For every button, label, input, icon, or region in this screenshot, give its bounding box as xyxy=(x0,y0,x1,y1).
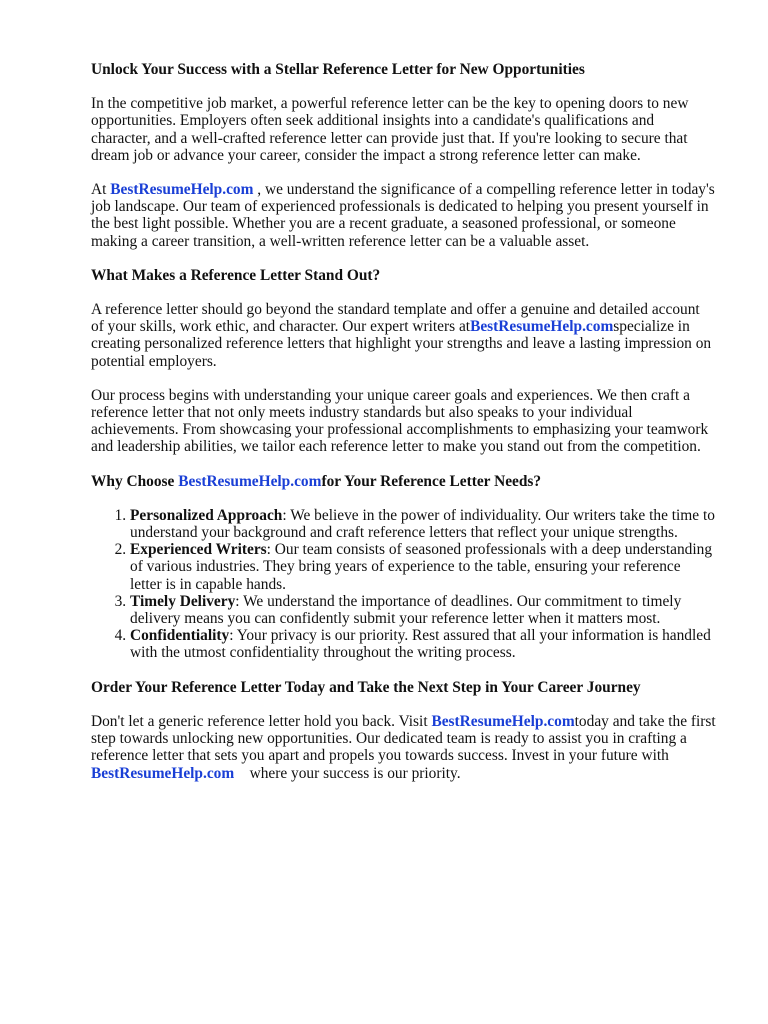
list-item-text: : We believe in the power of individuality. Our writers take the time to understand your background and craft reference letters that reflect your unique strengths. xyxy=(130,506,715,542)
closing-text-start: Don't let a generic reference letter hold you back. Visit xyxy=(91,712,432,730)
stand-out-text-end: specialize in creating personalized reference letters that highlight your strengths and leave a lasting impression on potential employers. xyxy=(91,318,712,370)
closing-paragraph xyxy=(91,713,716,782)
list-item-term: Confidentiality xyxy=(130,627,230,645)
why-choose-text-start: Why Choose xyxy=(91,472,179,490)
process-paragraph: Our process begins with understanding your unique career goals and experiences. We then craft a reference letter that not only meets industry standards but also speaks to your individual achievements. From showcasing your professional accomplishments to emphasizing your teamwork and leadership abilities, we tailor each reference letter to make you stand out from the competition. xyxy=(91,386,709,456)
about-paragraph xyxy=(91,181,716,250)
section-heading-stand-out: What Makes a Reference Letter Stand Out? xyxy=(91,266,381,284)
site-link[interactable]: BestResumeHelp.com xyxy=(470,318,614,336)
intro-paragraph: In the competitive job market, a powerful reference letter can be the key to opening doors to new opportunities. Employers often seek additional insights into a candidate's qualifications and character, and a well-crafted reference letter can provide just that. If you're looking to secure that dream job or advance your career, consider the impact a strong reference letter can make. xyxy=(91,95,689,164)
closing-text-end: where your success is our priority. xyxy=(234,764,461,782)
list-item-term: Experienced Writers xyxy=(130,541,267,559)
site-link[interactable]: BestResumeHelp.com xyxy=(91,764,235,782)
list-item-term: Personalized Approach xyxy=(130,506,283,524)
about-text-end: , we understand the significance of a compelling reference letter in today's job landscape. Our team of experienced professionals is dedicated to helping you present yourself in the best light possible. Whether you are a recent graduate, a seasoned professional, or someone making a career transition, a well-written reference letter can be a valuable asset. xyxy=(91,181,715,250)
site-link[interactable]: BestResumeHelp.com xyxy=(110,181,254,199)
section-heading-order: Order Your Reference Letter Today and Take the Next Step in Your Career Journey xyxy=(91,678,641,696)
about-text-start: At xyxy=(91,181,111,199)
stand-out-text-start: A reference letter should go beyond the standard template and offer a genuine and detailed account of your skills, work ethic, and character. Our expert writers at xyxy=(91,301,700,336)
list-item-term: Timely Delivery xyxy=(130,592,236,610)
list-item xyxy=(130,627,716,661)
list-item xyxy=(130,507,716,541)
list-item-text: : Our team consists of seasoned professionals with a deep understanding of various industries. They bring years of experience to the table, ensuring your reference letter is in capable hands. xyxy=(130,541,713,593)
site-link[interactable]: BestResumeHelp.com xyxy=(178,472,322,490)
why-choose-text-end: for Your Reference Letter Needs? xyxy=(321,472,542,490)
list-item xyxy=(130,541,716,593)
list-item-text: : We understand the importance of deadlines. Our commitment to timely delivery means you can confidently submit your reference letter when it matters most. xyxy=(130,592,682,628)
section-heading-why-choose xyxy=(91,473,716,490)
list-item xyxy=(130,593,716,627)
benefits-list xyxy=(91,507,716,662)
title-heading: Unlock Your Success with a Stellar Reference Letter for New Opportunities xyxy=(91,61,585,78)
stand-out-paragraph xyxy=(91,301,716,370)
closing-text-middle: today and take the first step towards unlocking new opportunities. Our dedicated team is ready to assist you in crafting a reference letter that sets you apart and propels you towards success. Invest in your future with xyxy=(91,712,716,765)
site-link[interactable]: BestResumeHelp.com xyxy=(431,712,575,730)
list-item-text: : Your privacy is our priority. Rest assured that all your information is handled with the utmost confidentiality throughout the writing process. xyxy=(130,627,711,662)
